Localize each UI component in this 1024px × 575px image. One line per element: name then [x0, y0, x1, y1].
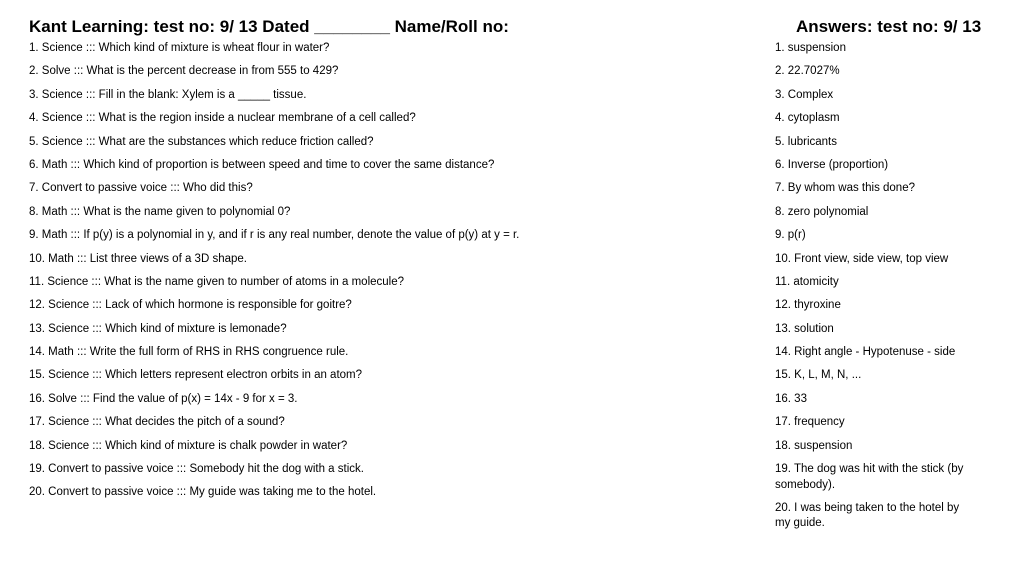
answers-title: Answers: test no: 9/ 13 — [796, 17, 982, 36]
questions-column — [29, 14, 749, 509]
question-item: 14. Math ::: Write the full form of RHS in RHS congruence rule. — [29, 346, 349, 359]
question-item: 8. Math ::: What is the name given to polynomial 0? — [29, 205, 291, 218]
question-item: 18. Science ::: Which kind of mixture is chalk powder in water? — [29, 439, 348, 452]
answer-item: 20. I was being taken to the hotel by my guide. — [775, 501, 960, 530]
question-item: 3. Science ::: Fill in the blank: Xylem is a _____ tissue. — [29, 88, 307, 101]
answer-item: 17. frequency — [775, 416, 845, 429]
answer-item: 5. lubricants — [775, 135, 838, 148]
answer-item: 16. 33 — [775, 392, 807, 405]
answer-list — [775, 41, 1005, 532]
answer-item: 3. Complex — [775, 88, 834, 101]
question-item: 1. Science ::: Which kind of mixture is wheat flour in water? — [29, 42, 330, 54]
question-item: 20. Convert to passive voice ::: My guide was taking me to the hotel. — [29, 486, 377, 499]
answer-item: 9. p(r) — [775, 229, 806, 242]
question-item: 15. Science ::: Which letters represent electron orbits in an atom? — [29, 369, 363, 382]
answer-item: 4. cytoplasm — [775, 112, 840, 125]
question-item: 5. Science ::: What are the substances which reduce friction called? — [29, 135, 374, 148]
question-item: 6. Math ::: Which kind of proportion is between speed and time to cover the same distance? — [29, 158, 495, 171]
question-item: 13. Science ::: Which kind of mixture is lemonade? — [29, 322, 287, 335]
question-item: 9. Math ::: If p(y) is a polynomial in y, and if r is any real number, denote the value of p(y) at y = r. — [29, 229, 520, 242]
answer-item: 6. Inverse (proportion) — [775, 158, 889, 171]
question-item: 11. Science ::: What is the name given to number of atoms in a molecule? — [29, 275, 405, 288]
question-item: 17. Science ::: What decides the pitch of a sound? — [29, 416, 285, 429]
answer-item: 14. Right angle - Hypotenuse - side — [775, 346, 956, 359]
answer-item: 19. The dog was hit with the stick (by somebody). — [775, 463, 964, 491]
question-item: 12. Science ::: Lack of which hormone is responsible for goitre? — [29, 299, 352, 312]
answer-item: 10. Front view, side view, top view — [775, 252, 949, 265]
answer-item: 18. suspension — [775, 439, 853, 452]
answer-item: 8. zero polynomial — [775, 205, 869, 218]
question-item: 7. Convert to passive voice ::: Who did this? — [29, 182, 253, 195]
answer-item: 12. thyroxine — [775, 299, 841, 312]
question-item: 4. Science ::: What is the region inside a nuclear membrane of a cell called? — [29, 112, 416, 125]
question-item: 2. Solve ::: What is the percent decrease in from 555 to 429? — [29, 65, 339, 78]
answer-item: 15. K, L, M, N, ... — [775, 369, 862, 382]
answers-column — [775, 14, 1005, 540]
answer-item: 11. atomicity — [775, 275, 839, 288]
question-item: 19. Convert to passive voice ::: Somebody hit the dog with a stick. — [29, 463, 364, 476]
test-title: Kant Learning: test no: 9/ 13 Dated ________ Name/Roll no: — [29, 17, 509, 36]
answer-item: 13. solution — [775, 322, 834, 335]
answer-item: 2. 22.7027% — [775, 65, 840, 78]
answer-item: 7. By whom was this done? — [775, 182, 915, 195]
question-list — [29, 41, 749, 501]
question-item: 16. Solve ::: Find the value of p(x) = 14x - 9 for x = 3. — [29, 392, 298, 405]
question-item: 10. Math ::: List three views of a 3D shape. — [29, 252, 247, 265]
answer-item: 1. suspension — [775, 42, 846, 54]
